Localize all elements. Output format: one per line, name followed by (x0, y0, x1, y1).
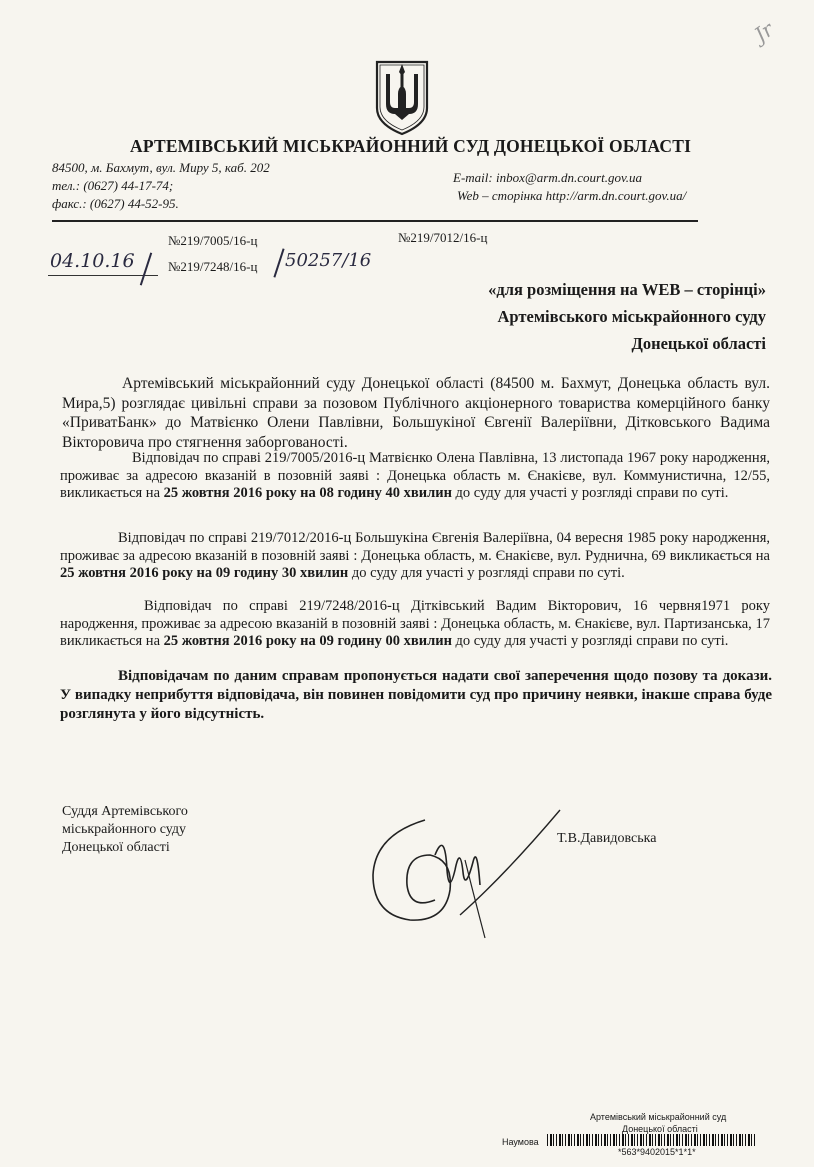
defendant-1-hearing-time: 25 жовтня 2016 року на 08 годину 40 хвилин (163, 485, 452, 501)
stamp-court-name: Артемівський міськрайонний суд (590, 1112, 727, 1122)
court-phone: тел.: (0627) 44-17-74; (52, 178, 174, 193)
handwritten-slash-2 (273, 248, 284, 277)
defendant-2-hearing-time: 25 жовтня 2016 року на 09 годину 30 хвилин (60, 565, 349, 581)
defendant-paragraph-1 (60, 450, 770, 503)
stamp-operator: Наумова (502, 1137, 539, 1147)
addressee-line-1: «для розміщення на WEB – сторінці» (488, 280, 766, 299)
court-address: 84500, м. Бахмут, вул. Миру 5, каб. 202 (52, 160, 270, 175)
case-ref-1: №219/7005/16-ц (168, 233, 258, 248)
barcode-text: *563*9402015*1*1* (618, 1147, 696, 1157)
judge-title-line-3: Донецької області (62, 840, 170, 855)
judge-name: Т.В.Давидовська (557, 831, 657, 846)
court-fax: факс.: (0627) 44-52-95. (52, 196, 179, 211)
addressee-line-3: Донецької області (631, 334, 766, 353)
judge-title-line-2: міськрайонного суду (62, 822, 187, 837)
case-ref-3: №219/7248/16-ц (168, 259, 258, 274)
defendant-3-text: Відповідач по справі 219/7248/2016-ц Дітківський Вадим Вікторович, 16 червня1971 року народження, проживає за адресою вказаній в позовній заяві : Донецька область, м. Єнакієве, вул. Партизанська, 17 викликається на (60, 598, 770, 649)
stamp-region: Донецької області (622, 1124, 698, 1134)
defendant-2-text-end: до суду для участі у розгляді справи по суті. (348, 565, 625, 581)
defendant-1-text-end: до суду для участі у розгляді справи по суті. (451, 485, 729, 501)
handwritten-slash-1 (140, 253, 152, 286)
case-ref-2: №219/7012/16-ц (398, 230, 488, 245)
defendant-3-text-end: до суду для участі у розгляді справи по суті. (451, 633, 729, 649)
intro-paragraph: Артемівський міськрайонний суду Донецької області (84500 м. Бахмут, Донецька область вул. Мира,5) розглядає цивільні справи за позовом Публічного акціонерного товариства комерційного банку «ПриватБанк» до Матвієнко Олени Павлівни, Большукіної Євгенії Валеріївни, Дітковського Вадима Вікторовича про стягнення заборгованості. (62, 375, 770, 451)
header-divider (52, 220, 698, 222)
handwritten-reg-number: 50257/16 (285, 250, 372, 271)
coat-of-arms-icon (373, 58, 431, 136)
court-email: E-mail: inbox@arm.dn.court.gov.ua (453, 170, 642, 185)
notice-paragraph: Відповідачам по даним справам пропонується надати свої заперечення щодо позову та докази. У випадку неприбуття відповідача, він повинен повідомити суд про причину неявки, інакше справа буде розглянута у його відсутність. (60, 668, 772, 722)
court-name: АРТЕМІВСЬКИЙ МІСЬКРАЙОННИЙ СУД ДОНЕЦЬКОЇ ОБЛАСТІ (130, 136, 692, 156)
defendant-paragraph-2 (60, 530, 770, 583)
handwritten-date: 04.10.16 (50, 250, 135, 272)
handwritten-signature (365, 800, 565, 945)
defendant-paragraph-3 (60, 598, 770, 651)
defendant-3-hearing-time: 25 жовтня 2016 року на 09 годину 00 хвилин (163, 633, 452, 649)
defendant-2-text: Відповідач по справі 219/7012/2016-ц Большукіна Євгенія Валеріївна, 04 вересня 1985 року народження, проживає за адресою вказаній в позовній заяві : Донецька область, м. Єнакієве, вул. Руднична, 69 викликається на (60, 530, 770, 564)
court-website: Web – сторінка http://arm.dn.court.gov.ua/ (457, 188, 687, 203)
judge-title-line-1: Суддя Артемівського (62, 804, 188, 819)
addressee-line-2: Артемівського міськрайонного суду (497, 307, 766, 326)
defendant-1-text: Відповідач по справі 219/7005/2016-ц Матвієнко Олена Павлівна, 13 листопада 1967 року народження, проживає за адресою вказаній в позовній заяві : Донецька область м. Єнакієве, вул. Коммунистична, 12/55, викликається на (60, 450, 770, 501)
corner-handwritten-mark: Jr (749, 17, 778, 47)
barcode (547, 1134, 755, 1146)
